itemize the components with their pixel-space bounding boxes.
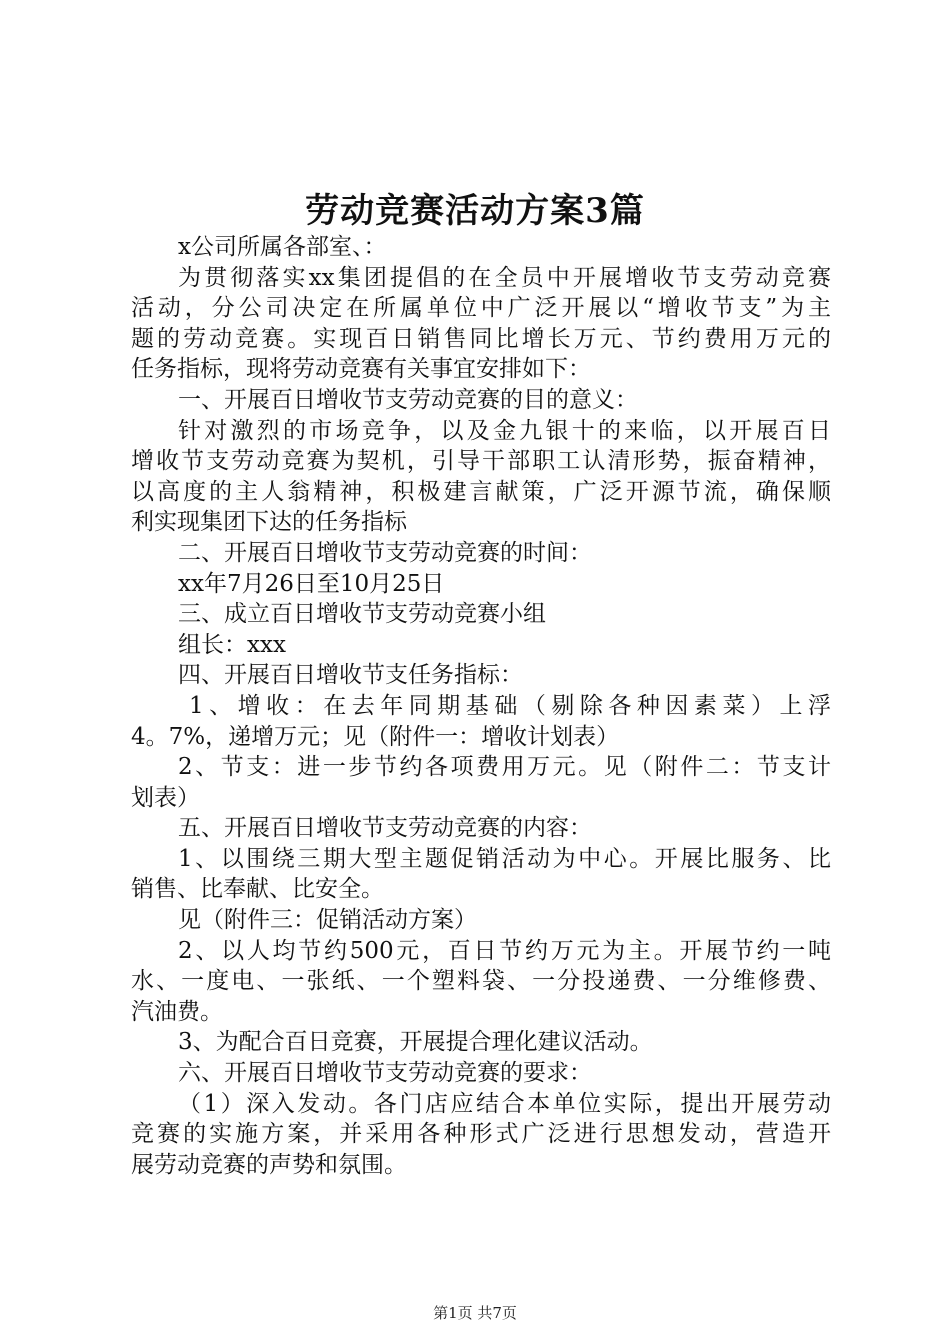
page-footer: 第1页 共7页	[433, 1304, 517, 1322]
paragraph-line: 竞赛的实施方案，并采用各种形式广泛进行思想发动，营造开	[131, 1121, 831, 1148]
paragraph-line: 针对激烈的市场竞争，以及金九银十的来临，以开展百日	[178, 417, 831, 444]
paragraph-line: 2、以人均节约500元，百日节约万元为主。开展节约一吨	[178, 937, 831, 964]
paragraph-line: 二、开展百日增收节支劳动竞赛的时间：	[178, 539, 592, 566]
paragraph-line: 1、增收：在去年同期基础（剔除各种因素菜）上浮	[189, 692, 831, 719]
paragraph-line: x公司所属各部室、：	[178, 234, 387, 260]
paragraph-line: 任务指标，现将劳动竞赛有关事宜安排如下：	[131, 356, 591, 383]
paragraph-line: 题的劳动竞赛。实现百日销售同比增长万元、节约费用万元的	[131, 325, 831, 352]
document-title: 劳动竞赛活动方案3篇	[305, 191, 645, 231]
paragraph-line: 四、开展百日增收节支任务指标：	[178, 662, 523, 689]
paragraph-line: 利实现集团下达的任务指标	[131, 509, 407, 536]
paragraph-line: 汽油费。	[131, 998, 223, 1025]
paragraph-line: 划表）	[131, 784, 200, 811]
paragraph-line: （1）深入发动。各门店应结合本单位实际，提出开展劳动	[178, 1090, 831, 1117]
paragraph-line: 以高度的主人翁精神，积极建言献策，广泛开源节流，确保顺	[131, 478, 831, 505]
paragraph-line: 销售、比奉献、比安全。	[131, 876, 384, 903]
paragraph-line: 展劳动竞赛的声势和氛围。	[131, 1151, 407, 1178]
paragraph-line: 组长：xxx	[178, 631, 286, 658]
paragraph-line: 一、开展百日增收节支劳动竞赛的目的意义：	[178, 386, 638, 413]
paragraph-line: 三、成立百日增收节支劳动竞赛小组	[178, 601, 546, 628]
paragraph-line: 3、为配合百日竞赛，开展提合理化建议活动。	[178, 1029, 653, 1056]
paragraph-line: 增收节支劳动竞赛为契机，引导干部职工认清形势，振奋精神，	[131, 448, 831, 475]
paragraph-line: xx年7月26日至10月25日	[178, 570, 445, 597]
paragraph-line: 见（附件三：促销活动方案）	[178, 907, 477, 934]
paragraph-line: 活动，分公司决定在所属单位中广泛开展以“增收节支”为主	[131, 295, 831, 322]
paragraph-line: 五、开展百日增收节支劳动竞赛的内容：	[178, 815, 592, 842]
paragraph-line: 2、节支：进一步节约各项费用万元。见（附件二：节支计	[178, 754, 831, 781]
paragraph-line: 六、开展百日增收节支劳动竞赛的要求：	[178, 1060, 592, 1087]
paragraph-line: 为贯彻落实xx集团提倡的在全员中开展增收节支劳动竞赛	[178, 264, 831, 291]
paragraph-line: 4。7%，递增万元；见（附件一：增收计划表）	[131, 723, 620, 750]
paragraph-line: 水、一度电、一张纸、一个塑料袋、一分投递费、一分维修费、	[131, 968, 831, 995]
paragraph-line: 1、以围绕三期大型主题促销活动为中心。开展比服务、比	[178, 845, 831, 872]
document-body	[131, 232, 831, 1180]
